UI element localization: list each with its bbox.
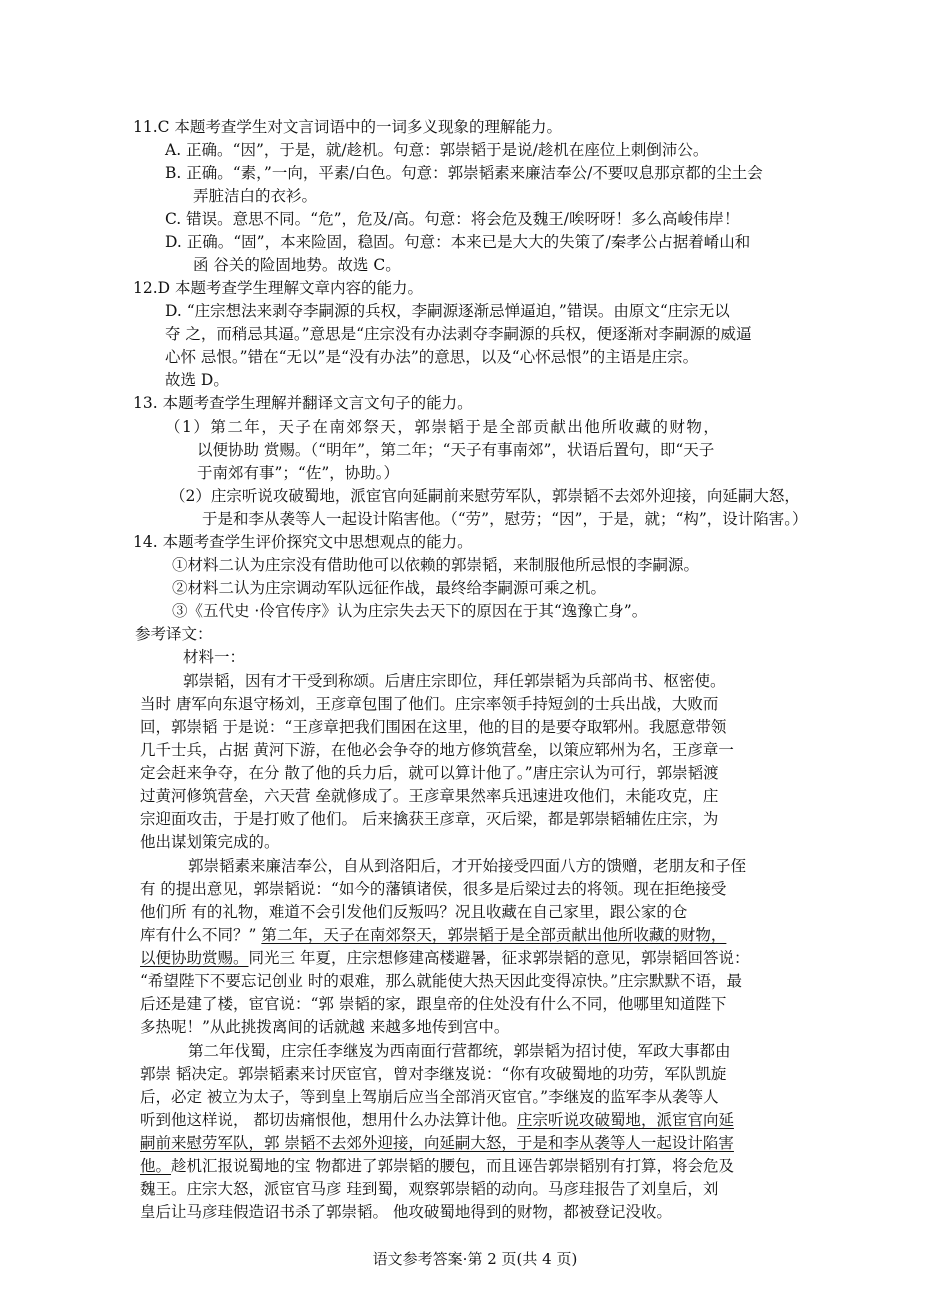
para3-underlined-translation-end: 他。 (140, 1157, 172, 1175)
para1-line: 几千士兵，占据 黄河下游，在他必会争夺的地方修筑营垒，以策应郓州为名，王彦章一 (140, 741, 734, 759)
para1-line: 他出谋划策完成的。 (140, 833, 280, 851)
para2-line3: 他们所 有的礼物，难道不会引发他们反叛吗？况且收藏在自己家里，跟公家的仓 (140, 903, 688, 921)
para1-line: 当时 唐军向东退守杨刘，王彦章包围了他们。庄宗率领手持短剑的士兵出战，大败而 (140, 695, 719, 713)
q13-part1-line2: 以便协助 赏赐。（“明年”，第二年；“天子有事南郊”，状语后置句，即“天子 (197, 441, 715, 459)
q13-part1-line1: （1）第二年，天子在南郊祭天，郭崇韬于是全部贡献出他所收藏的财物， (165, 418, 721, 436)
q13-heading: 13. 本题考查学生理解并翻译文言文句子的能力。 (133, 394, 473, 412)
para1-line: 过黄河修筑营垒，六天营 垒就修成了。王彦章果然率兵迅速进攻他们，未能攻克，庄 (140, 787, 719, 805)
q12-line2: 夺 之，而稍忌其逼。”意思是“庄宗没有办法剥夺李嗣源的兵权，便逐渐对李嗣源的威逼 (165, 325, 752, 343)
para2-line4-text: 库有什么不同？” (140, 926, 262, 944)
para3-line5 (140, 1132, 734, 1154)
page-footer: 语文参考答案·第 2 页(共 4 页) (372, 1250, 578, 1268)
q13-part2-line1: （2）庄宗听说攻破蜀地，派宦官向延嗣前来慰劳军队，郭崇韬不去郊外迎接，向延嗣大怒， (170, 487, 800, 505)
para2-line8: 多热呢！”从此挑拨离间的话就越 来越多地传到宫中。 (140, 1018, 510, 1036)
para1-line: 宗迎面攻击，于是打败了他们。 后来擒获王彦章，灭后梁，都是郭崇韬辅佐庄宗，为 (140, 810, 719, 828)
q11-option-b-line1: B. 正确。“素，”一向，平素/白色。句意：郭崇韬素来廉洁奉公/不要叹息那京都的尘土会 (165, 164, 763, 182)
q13-part2-line2: 于是和李从袭等人一起设计陷害他。（“劳”，慰劳；“因”，于是，就；“构”，设计陷害。） (202, 510, 808, 528)
q12-heading: 12.D 本题考查学生理解文章内容的能力。 (133, 279, 424, 297)
para2-line5 (140, 947, 749, 969)
para3-line4-text: 听到他这样说， 都切齿痛恨他，想用什么办法算计他。 (140, 1111, 517, 1129)
para2-line5-text: 同光三 年夏，庄宗想修建高楼避暑，征求郭崇韬的意见，郭崇韬回答说： (248, 949, 750, 967)
para2-line2: 有 的提出意见，郭崇韬说：“如今的藩镇诸侯，很多是后梁过去的将领。现在拒绝接受 (140, 880, 727, 898)
translation-label: 参考译文： (135, 625, 213, 643)
para1-line: 定会赶来争夺，在分 散了他的兵力后，就可以算计他了。”唐庄宗认为可行，郭崇韬渡 (140, 764, 719, 782)
q14-heading: 14. 本题考查学生评价探究文中思想观点的能力。 (133, 533, 473, 551)
q12-line4: 故选 D。 (165, 371, 229, 389)
para2-line6: “希望陛下不要忘记创业 时的艰难，那么就能使大热天因此变得凉快。”庄宗默默不语，最 (140, 972, 743, 990)
q11-option-b-line2: 弄脏洁白的衣衫。 (193, 187, 318, 205)
para2-underlined-translation-end: 以便协助赏赐。 (140, 949, 249, 967)
para3-line6 (140, 1155, 734, 1177)
para1-line: 郭崇韬，因有才干受到称颂。后唐庄宗即位，拜任郭崇韬为兵部尚书、枢密使。 (183, 672, 726, 690)
para2-line7: 后还是建了楼，宦官说：“郭 崇韬的家，跟皇帝的住处没有什么不同，他哪里知道陛下 (140, 995, 727, 1013)
para3-line4 (140, 1109, 734, 1131)
material-one-label: 材料一： (183, 648, 246, 666)
q11-option-d-line1: D. 正确。“固”，本来险固，稳固。句意：本来已是大大的失策了/秦孝公占据着崤山和 (165, 233, 751, 251)
para3-line7: 魏王。庄宗大怒，派宦官马彦 珪到蜀，观察郭崇韬的动向。马彦珪报告了刘皇后，刘 (140, 1180, 719, 1198)
q14-item2: ②材料二认为庄宗调动军队远征作战，最终给李嗣源可乘之机。 (172, 579, 607, 597)
q11-heading: 11.C 本题考查学生对文言词语中的一词多义现象的理解能力。 (133, 118, 562, 136)
q11-option-c: C. 错误。意思不同。“危”，危及/高。句意：将会危及魏王/唉呀呀！多么高峻伟岸！ (165, 210, 740, 228)
para3-underlined-translation: 庄宗听说攻破蜀地，派宦官向延 (516, 1111, 734, 1129)
para2-line1: 郭崇韬素来廉洁奉公，自从到洛阳后，才开始接受四面八方的馈赠，老朋友和子侄 (188, 857, 747, 875)
para2-line4 (140, 924, 726, 946)
para2-underlined-translation: 第二年，天子在南郊祭天，郭崇韬于是全部贡献出他所收藏的财物， (261, 926, 727, 944)
para1-line: 回，郭崇韬 于是说：“王彦章把我们围困在这里，他的目的是要夺取郓州。我愿意带领 (140, 718, 727, 736)
q11-option-d-line2: 函 谷关的险固地势。故选 C。 (193, 256, 401, 274)
para3-line2: 郭崇 韬决定。郭崇韬素来讨厌宦官，曾对李继岌说：“你有攻破蜀地的功劳，军队凯旋 (140, 1065, 727, 1083)
q14-item3: ③《五代史 ·伶官传序》认为庄宗失去天下的原因在于其“逸豫亡身”。 (172, 602, 648, 620)
q12-line1: D. “庄宗想法来剥夺李嗣源的兵权，李嗣源逐渐忌惮逼迫，”错误。由原文“庄宗无以 (165, 302, 730, 320)
para3-underlined-translation-mid: 嗣前来慰劳军队，郭 崇韬不去郊外迎接，向延嗣大怒，于是和李从袭等人一起设计陷害 (140, 1134, 734, 1152)
para3-line8: 皇后让马彦珪假造诏书杀了郭崇韬。 他攻破蜀地得到的财物，都被登记没收。 (140, 1203, 672, 1221)
q14-item1: ①材料二认为庄宗没有借助他可以依赖的郭崇韬，来制服他所忌恨的李嗣源。 (172, 556, 700, 574)
q13-part1-line3: 于南郊有事”；“佐”，协助。） (197, 464, 400, 482)
q12-line3: 心怀 忌恨。”错在“无以”是“没有办法”的意思，以及“心怀忌恨”的主语是庄宗。 (165, 348, 699, 366)
para3-line3: 后，必定 被立为太子，等到皇上驾崩后应当全部消灭宦官。”李继岌的监军李从袭等人 (140, 1088, 719, 1106)
para3-line6-text: 趁机汇报说蜀地的宝 物都进了郭崇韬的腰包，而且诬告郭崇韬别有打算，将会危及 (171, 1157, 734, 1175)
q11-option-a: A. 正确。“因”，于是，就/趁机。句意：郭崇韬于是说/趁机在座位上刺倒沛公。 (165, 141, 709, 159)
para3-line1: 第二年伐蜀，庄宗任李继岌为西南面行营都统，郭崇韬为招讨使，军政大事都由 (188, 1042, 731, 1060)
